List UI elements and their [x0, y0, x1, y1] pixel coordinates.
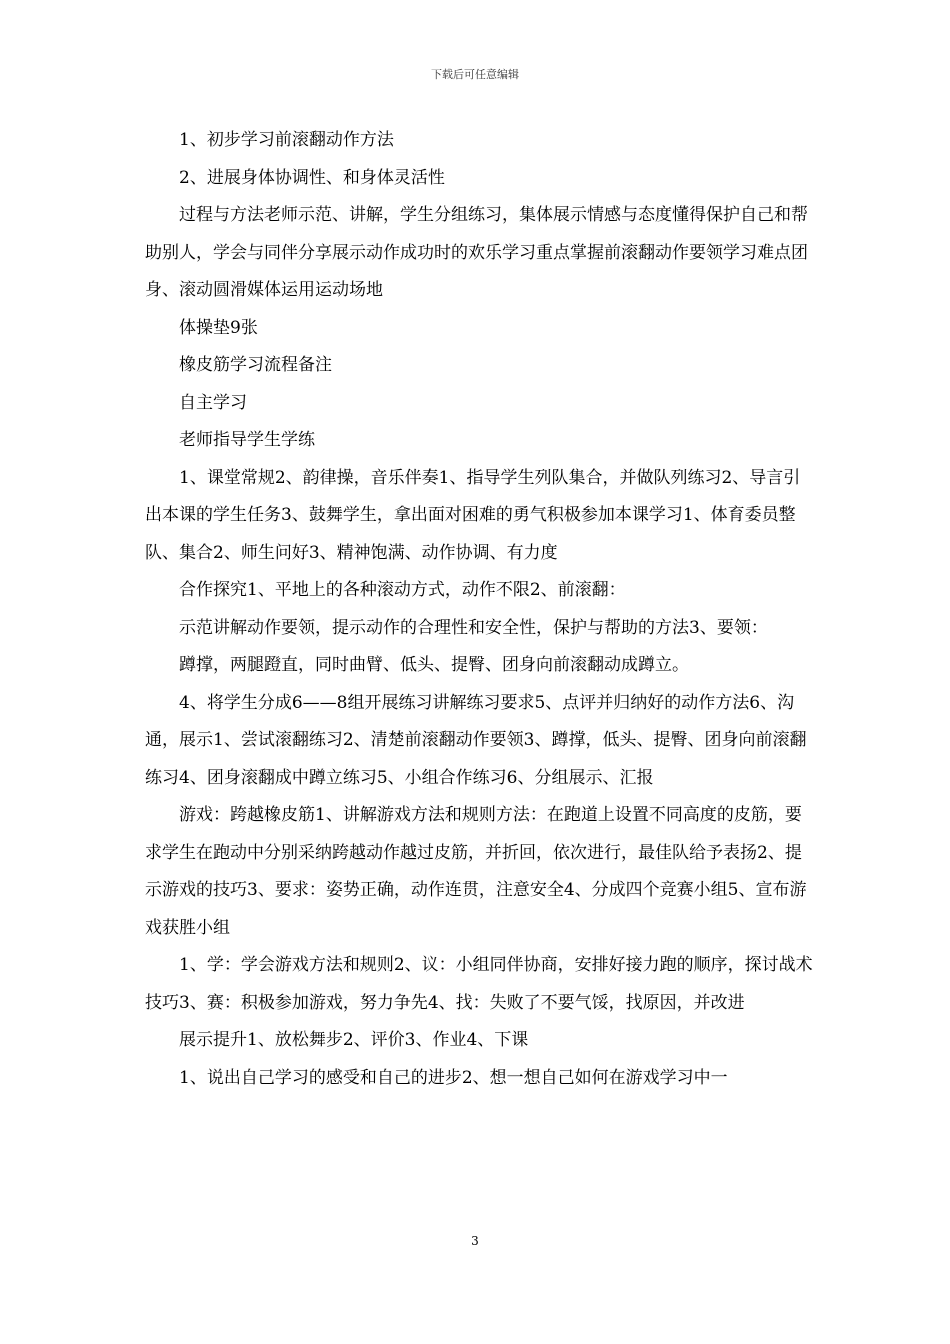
paragraph: 橡皮筋学习流程备注: [179, 355, 332, 375]
page-header: 下载后可任意编辑: [431, 68, 519, 81]
paragraph: 过程与方法老师示范、讲解，学生分组练习，集体展示情感与态度懂得保护自己和帮助别人，学会与同伴分享展示动作成功时的欢乐学习重点掌握前滚翻动作要领学习难点团身、滚动圆滑媒体运用运动场地: [145, 205, 808, 300]
paragraph: 1、课堂常规2、韵律操，音乐伴奏1、指导学生列队集合，并做队列练习2、导言引出本课的学生任务3、鼓舞学生，拿出面对困难的勇气积极参加本课学习1、体育委员整队、集合2、师生问好3、精神饱满、动作协调、有力度: [145, 467, 801, 563]
paragraph: 老师指导学生学练: [179, 430, 315, 450]
paragraph: 1、学：学会游戏方法和规则2、议：小组同伴协商，安排好接力跑的顺序，探讨战术技巧3、赛：积极参加游戏，努力争先4、找：失败了不要气馁，找原因，并改进: [145, 955, 813, 1013]
paragraph: 2、进展身体协调性、和身体灵活性: [179, 167, 445, 188]
paragraph: 展示提升1、放松舞步2、评价3、作业4、下课: [179, 1030, 529, 1050]
paragraph: 自主学习: [179, 392, 247, 413]
paragraph: 游戏：跨越橡皮筋1、讲解游戏方法和规则方法：在跑道上设置不同高度的皮筋，要求学生在跑动中分别采纳跨越动作越过皮筋，并折回，依次进行，最佳队给予表扬2、提示游戏的技巧3、要求：姿势正确，动作连贯，注意安全4、分成四个竞赛小组5、宣布游戏获胜小组: [145, 805, 807, 938]
paragraph: 体操垫9张: [179, 317, 258, 338]
paragraph: 1、初步学习前滚翻动作方法: [179, 130, 394, 150]
page-number: 3: [471, 1234, 479, 1248]
paragraph: 示范讲解动作要领，提示动作的合理性和安全性，保护与帮助的方法3、要领：: [179, 617, 768, 638]
paragraph: 1、说出自己学习的感受和自己的进步2、想一想自己如何在游戏学习中一: [179, 1067, 728, 1088]
paragraph: 4、将学生分成6——8组开展练习讲解练习要求5、点评并归纳好的动作方法6、沟通，展示1、尝试滚翻练习2、清楚前滚翻动作要领3、蹲撑，低头、提臀、团身向前滚翻练习4、团身滚翻成中蹲立练习5、小组合作练习6、分组展示、汇报: [145, 692, 807, 788]
document-body: [145, 122, 815, 1097]
paragraph: 蹲撑，两腿蹬直，同时曲臂、低头、提臀、团身向前滚翻动成蹲立。: [179, 655, 689, 675]
paragraph: 合作探究1、平地上的各种滚动方式，动作不限2、前滚翻：: [179, 580, 626, 600]
